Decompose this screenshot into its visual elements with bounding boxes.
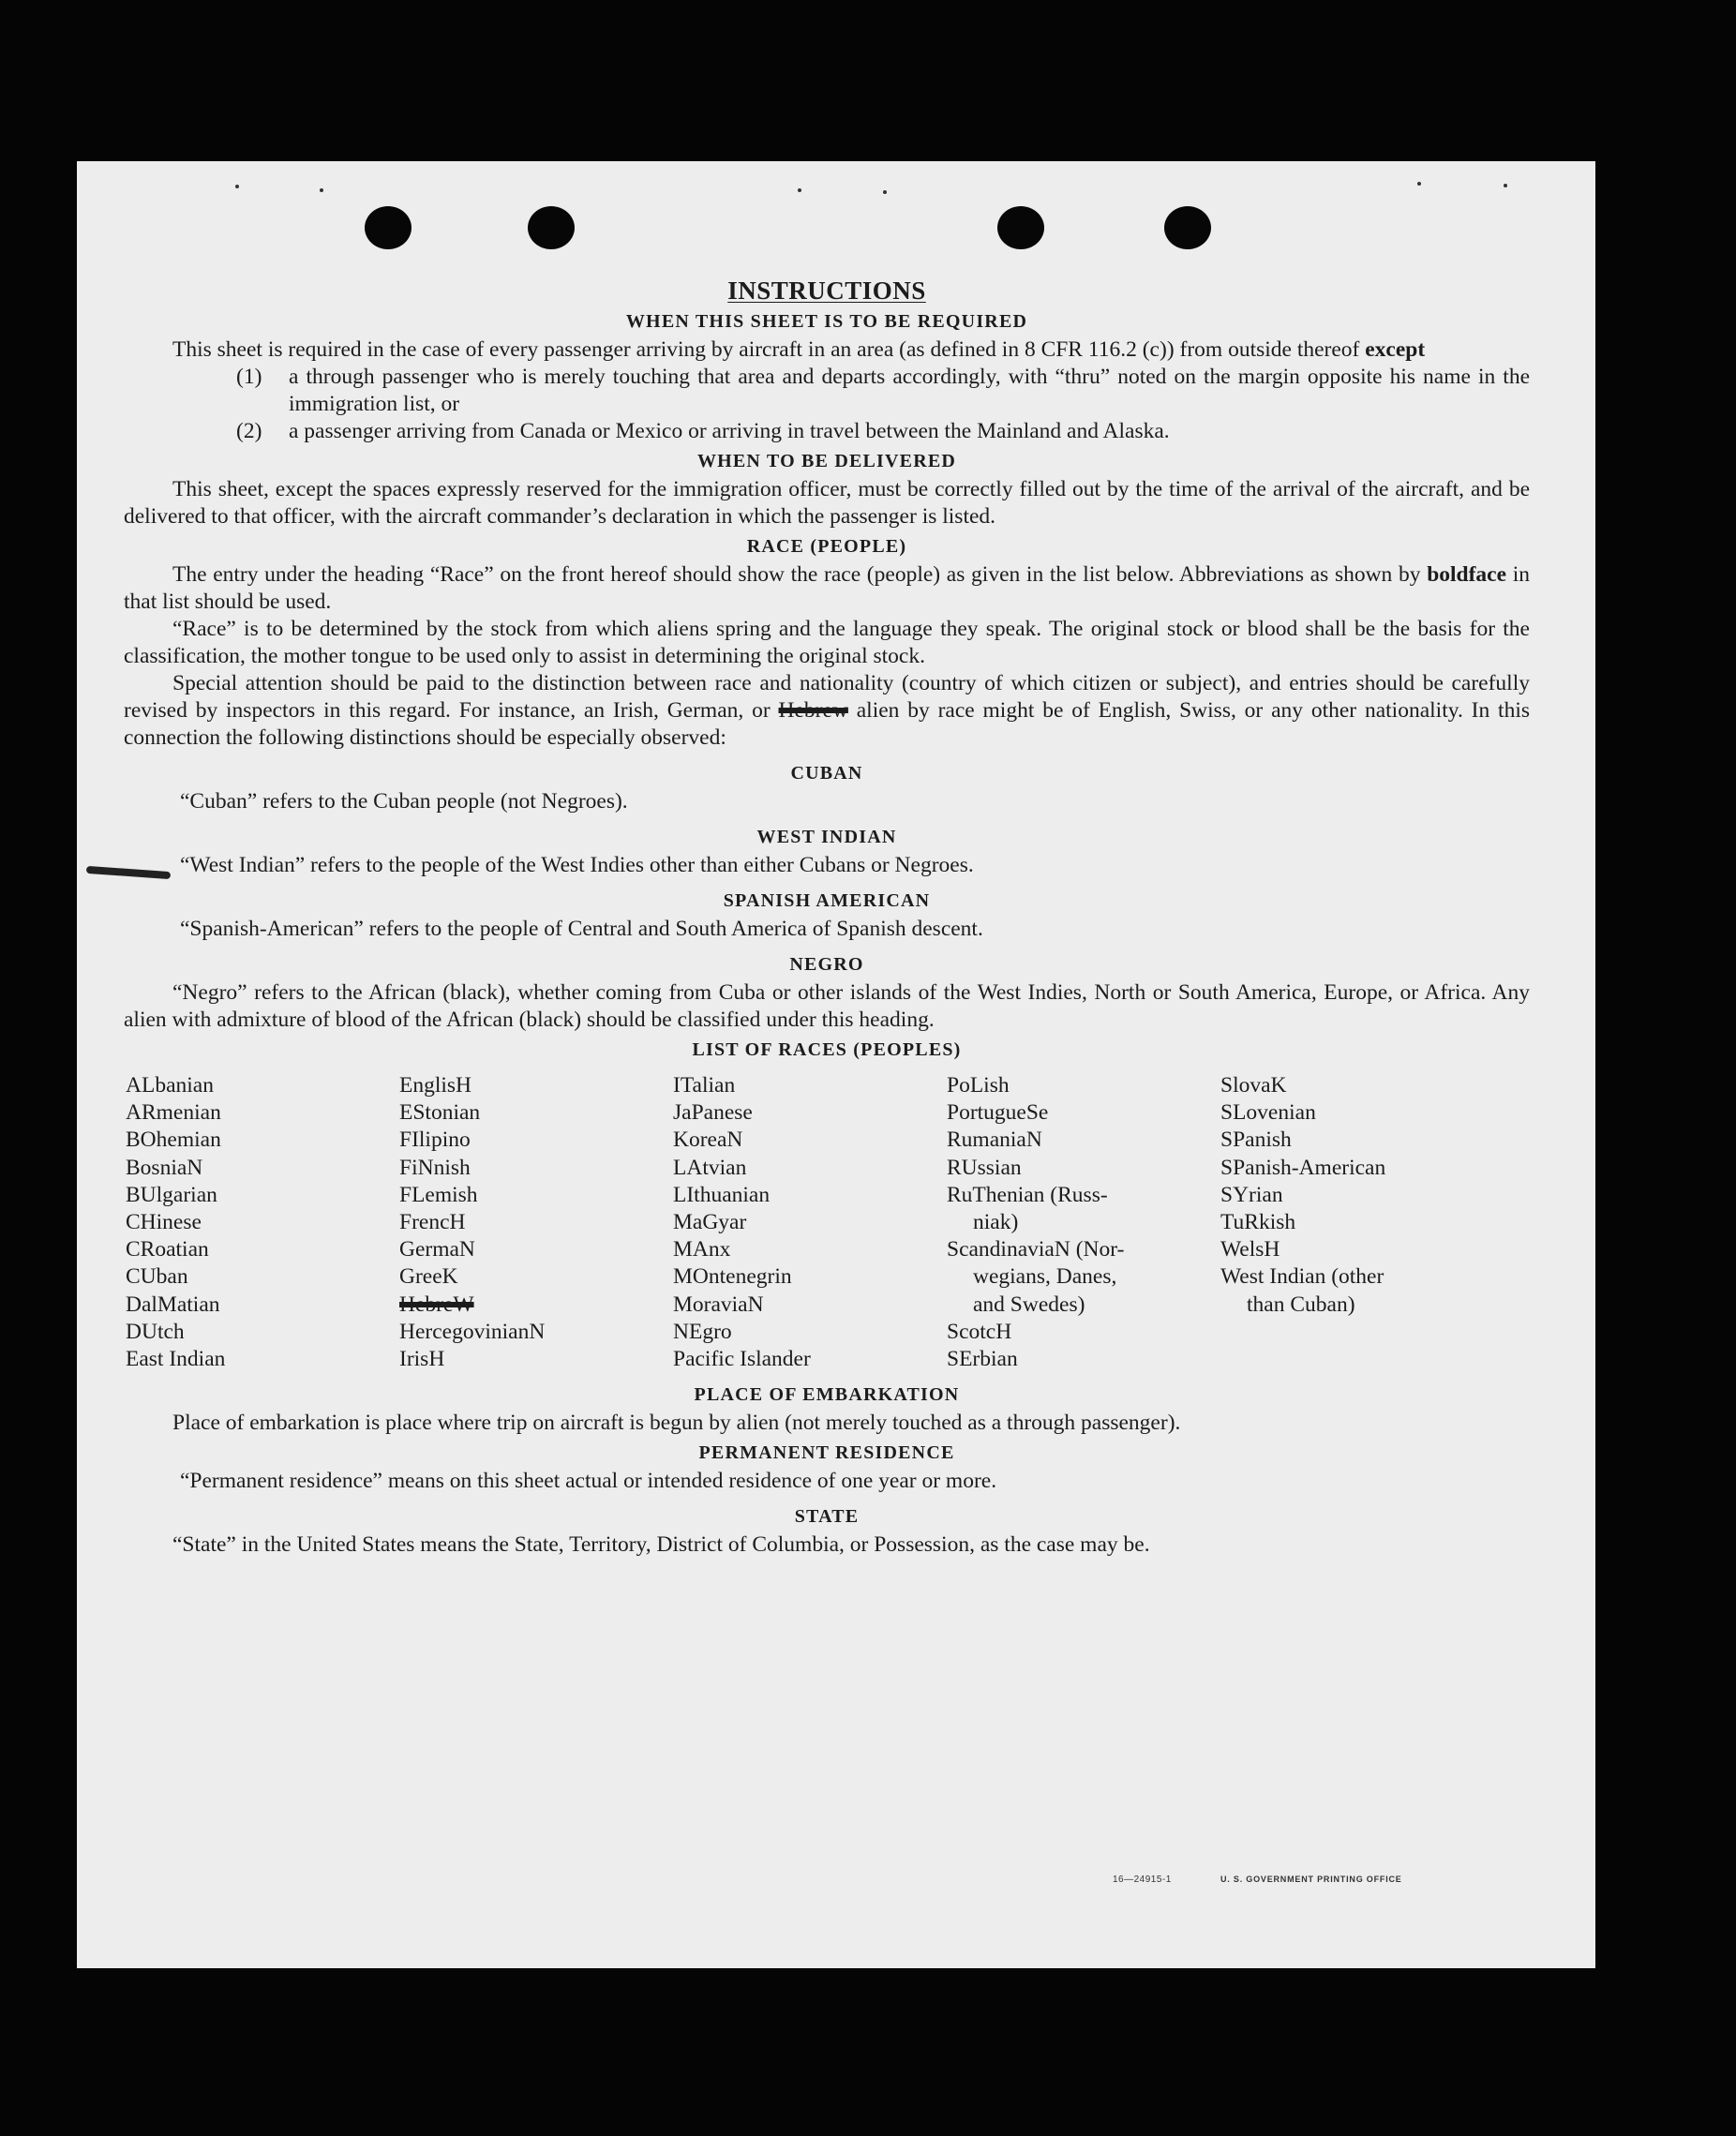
heading-embarkation: PLACE OF EMBARKATION bbox=[694, 1384, 960, 1406]
race-entry: BosniaN bbox=[126, 1155, 203, 1180]
punch-hole bbox=[528, 206, 575, 249]
race-entry: than Cuban) bbox=[1247, 1292, 1355, 1317]
race-entry: EnglisH bbox=[399, 1073, 472, 1098]
list-item: (1) a through passenger who is merely touching that area and departs accordingly, with “thru” noted on the margin opposite his name in the immigration list, or bbox=[236, 365, 1530, 416]
race-entry: MoraviaN bbox=[673, 1292, 764, 1317]
heading-negro: NEGRO bbox=[789, 954, 864, 975]
form-code: 16—24915-1 bbox=[1113, 1875, 1172, 1885]
race-entry: wegians, Danes, bbox=[973, 1264, 1117, 1290]
race-entry: DalMatian bbox=[126, 1292, 220, 1317]
race-entry: East Indian bbox=[126, 1347, 226, 1372]
race-entry: ARmenian bbox=[126, 1100, 221, 1126]
document-sheet bbox=[77, 161, 1595, 1968]
race-entry: SErbian bbox=[947, 1347, 1018, 1372]
heading-state: STATE bbox=[794, 1506, 860, 1528]
race-entry: ScandinaviaN (Nor- bbox=[947, 1237, 1125, 1262]
race-entry: PoLish bbox=[947, 1073, 1010, 1098]
race-entry: SYrian bbox=[1220, 1182, 1283, 1207]
race-entry: SLovenian bbox=[1220, 1100, 1316, 1126]
races-list bbox=[124, 1072, 1530, 1373]
race-entry: BOhemian bbox=[126, 1128, 221, 1153]
heading-spanish-american: SPANISH AMERICAN bbox=[723, 890, 931, 911]
race-entry: LAtvian bbox=[673, 1155, 747, 1180]
speck bbox=[798, 188, 801, 192]
speck bbox=[1417, 182, 1421, 186]
race-entry: MaGyar bbox=[673, 1210, 747, 1235]
race-entry: SlovaK bbox=[1220, 1073, 1287, 1098]
printer-imprint: U. S. GOVERNMENT PRINTING OFFICE bbox=[1220, 1875, 1402, 1884]
race-entry: BUlgarian bbox=[126, 1182, 217, 1207]
race-entry: PortugueSe bbox=[947, 1100, 1049, 1126]
races-column bbox=[673, 1072, 947, 1373]
heading-race: RACE (PEOPLE) bbox=[746, 536, 907, 557]
cuban-text: “Cuban” refers to the Cuban people (not Negroes). bbox=[180, 789, 628, 814]
spanish-american-text: “Spanish-American” refers to the people of Central and South America of Spanish descent. bbox=[180, 917, 983, 941]
race-entry: GermaN bbox=[399, 1237, 475, 1262]
race-entry: SPanish-American bbox=[1220, 1155, 1386, 1180]
race-entry: KoreaN bbox=[673, 1128, 743, 1153]
race-entry: West Indian (other bbox=[1220, 1264, 1384, 1290]
race-entry: CHinese bbox=[126, 1210, 202, 1235]
races-column bbox=[399, 1072, 673, 1373]
residence-text: “Permanent residence” means on this sheet actual or intended residence of one year or more. bbox=[180, 1469, 997, 1494]
race-paragraph-1: The entry under the heading “Race” on the front hereof should show the race (people) as given in the list below. Abbreviations as shown by boldface in that list should be used. bbox=[124, 562, 1531, 614]
speck bbox=[883, 190, 887, 194]
delivered-text: This sheet, except the spaces expressly reserved for the immigration officer, must be correctly filled out by the time of the arrival of the aircraft, and be delivered to that officer, with the aircraft commander’s declaration in which the passenger is listed. bbox=[124, 477, 1530, 529]
race-paragraph-2: “Race” is to be determined by the stock from which aliens spring and the language they speak. The original stock or blood shall be the basis for the classification, the mother tongue to be used only to assist in determining the original stock. bbox=[124, 617, 1530, 668]
race-entry: TuRkish bbox=[1220, 1210, 1296, 1235]
race-entry: and Swedes) bbox=[973, 1292, 1085, 1317]
punch-hole bbox=[997, 206, 1044, 249]
race-entry: FLemish bbox=[399, 1182, 478, 1207]
race-entry: FiNnish bbox=[399, 1155, 471, 1180]
race-entry: LIthuanian bbox=[673, 1182, 771, 1207]
race-entry: HercegovinianN bbox=[399, 1319, 546, 1344]
race-paragraph-3: Special attention should be paid to the distinction between race and nationality (country of which citizen or subject), and entries should be carefully revised by inspectors in this regard. For instance, an Irish, German, or Hebrew alien by race might be of English, Swiss, or any other nationality. In this connection the following distinctions should be especially observed: bbox=[124, 671, 1531, 750]
race-entry: Pacific Islander bbox=[673, 1347, 811, 1372]
race-entry: IrisH bbox=[399, 1347, 445, 1372]
negro-text: “Negro” refers to the African (black), whether coming from Cuba or other islands of the West Indies, North or South America, Europe, or Africa. Any alien with admixture of blood of the African (black) should be classified under this heading. bbox=[124, 980, 1530, 1032]
race-entry: CUban bbox=[126, 1264, 188, 1290]
race-entry: ITalian bbox=[673, 1073, 736, 1098]
race-entry: FrencH bbox=[399, 1210, 466, 1235]
races-column bbox=[1220, 1072, 1494, 1373]
race-entry: ALbanian bbox=[126, 1073, 214, 1098]
race-entry: JaPanese bbox=[673, 1100, 753, 1126]
list-item: (2) a passenger arriving from Canada or Mexico or arriving in travel between the Mainland and Alaska. bbox=[236, 419, 1170, 443]
heading-list-of-races: LIST OF RACES (PEOPLES) bbox=[692, 1039, 962, 1060]
race-entry: RuThenian (Russ- bbox=[947, 1182, 1108, 1207]
speck bbox=[1504, 184, 1507, 187]
page-title: INSTRUCTIONS bbox=[727, 276, 926, 305]
heading-cuban: CUBAN bbox=[790, 763, 863, 784]
speck bbox=[320, 188, 323, 192]
race-entry: MOntenegrin bbox=[673, 1264, 792, 1290]
speck bbox=[235, 185, 239, 188]
heading-required: WHEN THIS SHEET IS TO BE REQUIRED bbox=[625, 311, 1028, 332]
race-entry: WelsH bbox=[1220, 1237, 1280, 1262]
race-entry: GreeK bbox=[399, 1264, 458, 1290]
punch-hole bbox=[365, 206, 412, 249]
race-entry: NEgro bbox=[673, 1319, 732, 1344]
punch-hole bbox=[1164, 206, 1211, 249]
heading-delivered: WHEN TO BE DELIVERED bbox=[696, 451, 957, 471]
race-entry: RUssian bbox=[947, 1155, 1022, 1180]
required-intro: This sheet is required in the case of every passenger arriving by aircraft in an area (as defined in 8 CFR 116.2 (c)) from outside thereof except bbox=[172, 337, 1426, 362]
race-entry: FIlipino bbox=[399, 1128, 471, 1153]
races-column bbox=[126, 1072, 399, 1373]
race-entry: MAnx bbox=[673, 1237, 731, 1262]
races-column bbox=[947, 1072, 1220, 1373]
race-entry: RumaniaN bbox=[947, 1128, 1042, 1153]
race-entry: EStonian bbox=[399, 1100, 481, 1126]
race-entry: niak) bbox=[973, 1210, 1019, 1235]
race-entry: DUtch bbox=[126, 1319, 185, 1344]
heading-permanent-residence: PERMANENT RESIDENCE bbox=[698, 1442, 955, 1464]
race-entry: ScotcH bbox=[947, 1319, 1012, 1344]
embarkation-text: Place of embarkation is place where trip on aircraft is begun by alien (not merely touched as a through passenger). bbox=[172, 1411, 1181, 1436]
west-indian-text: “West Indian” refers to the people of the West Indies other than either Cubans or Negroes. bbox=[180, 853, 974, 877]
race-entry: HebreW bbox=[399, 1292, 474, 1317]
instructions-content bbox=[124, 276, 1530, 1559]
state-text: “State” in the United States means the State, Territory, District of Columbia, or Possession, as the case may be. bbox=[172, 1532, 1150, 1558]
race-entry: SPanish bbox=[1220, 1128, 1292, 1153]
heading-west-indian: WEST INDIAN bbox=[756, 827, 897, 847]
race-entry: CRoatian bbox=[126, 1237, 209, 1262]
